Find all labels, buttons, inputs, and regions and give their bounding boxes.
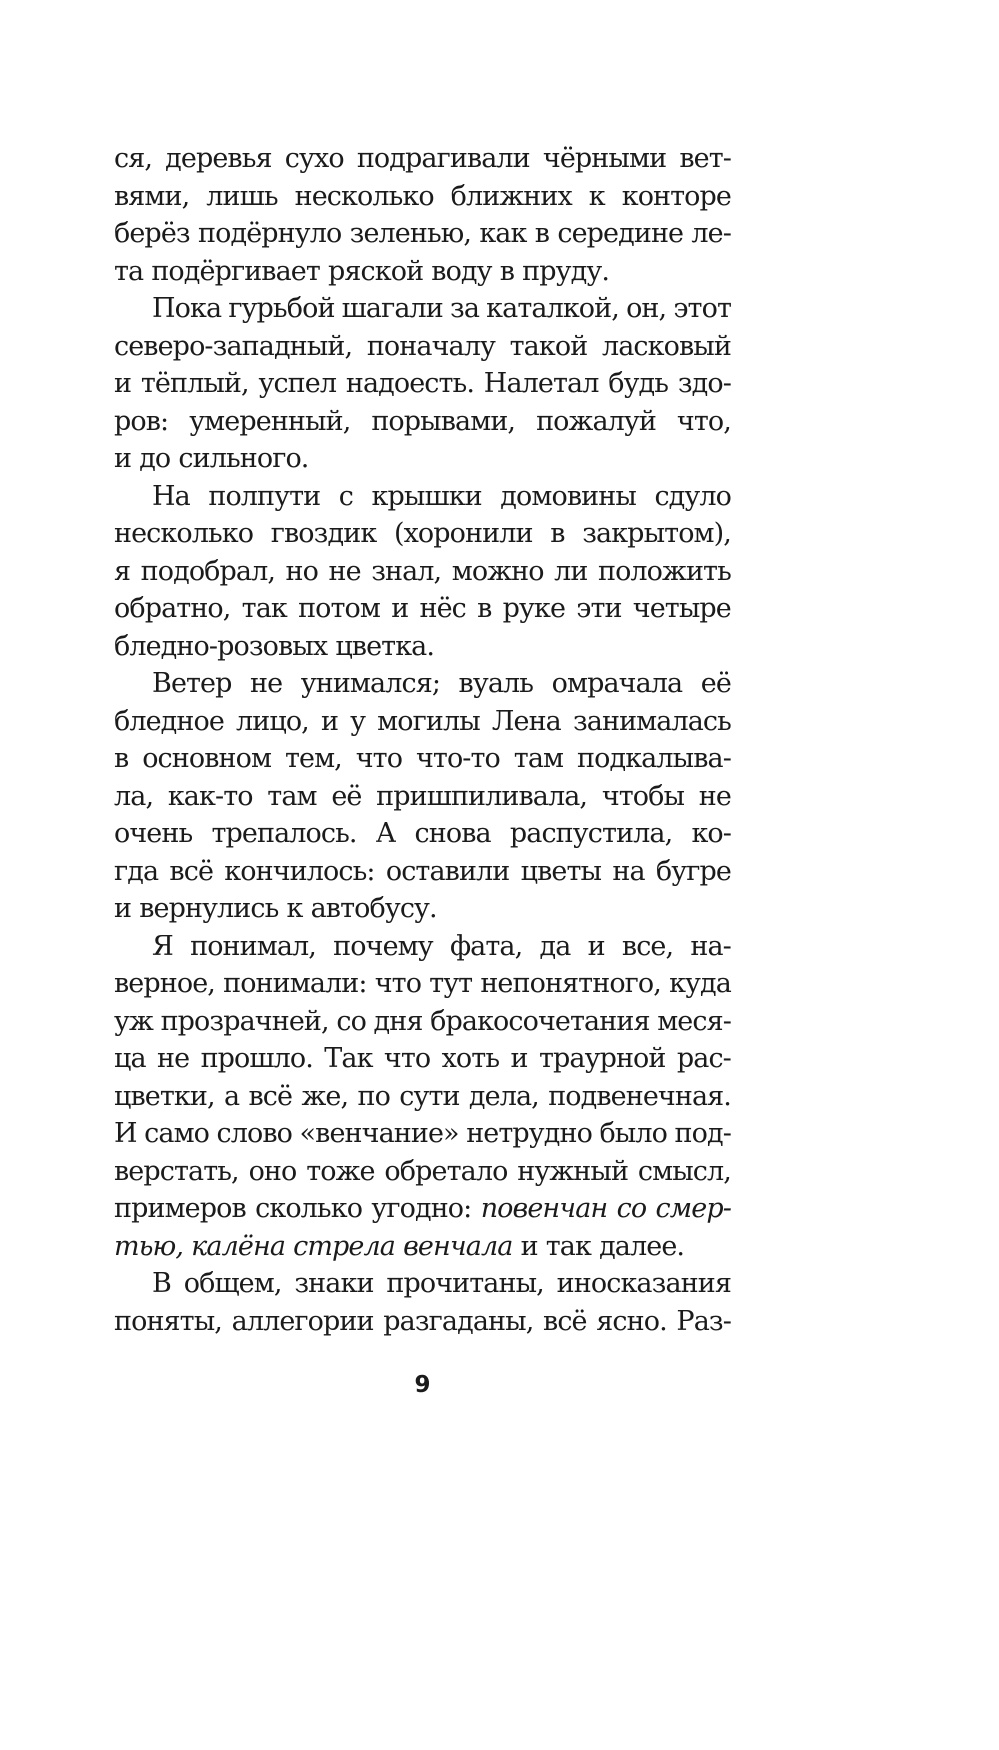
word: было (599, 1118, 668, 1149)
word: основном (142, 743, 272, 774)
word: пруду. (522, 255, 610, 287)
word: там (267, 780, 317, 812)
word: распустила, (509, 818, 673, 849)
text-line (114, 328, 731, 366)
word: вями, (114, 180, 190, 212)
word: у (350, 705, 366, 737)
word: под- (674, 1118, 731, 1149)
word: понимали: (223, 968, 367, 999)
text-line (114, 740, 731, 778)
word: берёз (114, 218, 190, 249)
word: кончилось: (224, 855, 375, 887)
word: ле- (691, 218, 731, 249)
word: как (479, 218, 527, 249)
word: крышки (371, 480, 482, 512)
word: непонятного, (480, 968, 661, 999)
word: что, (676, 405, 731, 437)
word: середине (557, 218, 684, 249)
word: что (374, 968, 422, 999)
word: со (336, 1005, 366, 1037)
italic-word: стрела (293, 1230, 395, 1262)
word: нужный (517, 1155, 629, 1187)
word: все, (621, 930, 674, 962)
word: вет- (679, 143, 731, 174)
word: фата, (449, 930, 523, 962)
word: он, (626, 293, 667, 324)
word: и (391, 593, 409, 624)
word: по (357, 1080, 390, 1112)
word: ко- (691, 818, 731, 849)
word: автобусу. (310, 893, 437, 924)
word: так (241, 593, 287, 624)
word: потом (298, 593, 381, 624)
word: успел (258, 368, 337, 399)
word: до (139, 443, 171, 474)
word: несколько (114, 518, 254, 549)
word: деревья (165, 143, 272, 174)
word: подвенечная. (548, 1080, 731, 1112)
word: верстать, (114, 1155, 239, 1187)
word: полпути (208, 480, 321, 512)
word: к (286, 893, 303, 924)
word: само (144, 1118, 210, 1149)
word: занималась (572, 705, 731, 737)
word: каталкой, (486, 293, 619, 324)
word: закрытом), (582, 518, 731, 549)
word: пришпиливала, (376, 780, 588, 812)
word: можно (451, 555, 544, 587)
word: Ветер (152, 668, 232, 699)
word: обратно, (114, 593, 231, 624)
word: шагали (341, 293, 443, 324)
word: меся- (657, 1005, 731, 1037)
word: всё (543, 1305, 587, 1337)
word: ца (114, 1043, 146, 1074)
word: и (114, 893, 132, 924)
word: вуаль (458, 668, 534, 699)
text-line (114, 665, 731, 703)
word: аллегории (231, 1305, 374, 1337)
word: слово (216, 1118, 293, 1149)
word: знал, (371, 555, 442, 587)
word: конторе (621, 180, 731, 212)
word: в (550, 518, 565, 549)
italic-word: со (616, 1193, 647, 1224)
word: и (114, 368, 132, 399)
word: та (114, 255, 144, 287)
word: что-то (415, 743, 500, 774)
word: так (545, 1230, 591, 1262)
word: подобрал, (140, 555, 276, 587)
word: сколько (255, 1193, 363, 1224)
text-line (114, 1265, 731, 1303)
word: бледное (114, 705, 224, 737)
word: положить (597, 555, 731, 587)
word: сухо (284, 143, 344, 174)
text-line (114, 815, 731, 853)
word: хоть (441, 1043, 500, 1074)
text-line (114, 853, 731, 891)
word: к (588, 180, 605, 212)
text-line (114, 965, 731, 1003)
word: примеров (114, 1193, 246, 1224)
word: всё (169, 855, 214, 887)
word: надоесть. (345, 368, 475, 399)
word: воду (431, 255, 492, 287)
word: четыре (632, 593, 731, 624)
word: домовины (500, 480, 636, 512)
body-text (114, 140, 731, 1340)
word: и (587, 930, 605, 962)
text-line (114, 253, 731, 291)
word: прошло. (200, 1043, 313, 1074)
word: я (114, 555, 131, 587)
word: гурьбой (228, 293, 335, 324)
word: цветки, (114, 1080, 215, 1112)
text-line (114, 928, 731, 966)
word: с (338, 480, 354, 512)
word: общем, (183, 1268, 282, 1299)
word: не (328, 555, 361, 587)
word: почему (333, 930, 433, 962)
word: руке (502, 593, 566, 624)
word: ряской (328, 255, 424, 287)
word: нёс (419, 593, 466, 624)
text-line (114, 628, 731, 666)
word: и (320, 705, 339, 737)
word: подкалыва- (577, 743, 731, 774)
word: в (114, 743, 129, 774)
text-line (114, 778, 731, 816)
word: далее. (599, 1230, 685, 1262)
word: Налетал (483, 368, 599, 399)
word: тем, (284, 743, 342, 774)
word: Я (152, 930, 173, 962)
word: на- (690, 930, 731, 962)
text-line (114, 178, 731, 216)
word: да (539, 930, 571, 962)
word: дня (373, 1005, 423, 1037)
text-line (114, 1153, 731, 1191)
word: не (698, 780, 731, 812)
word: поначалу (366, 330, 495, 362)
word: такой (509, 330, 588, 362)
word: же, (301, 1080, 349, 1112)
word: порывами, (371, 405, 516, 437)
word: траурной (538, 1043, 666, 1074)
word: цветы (520, 855, 602, 887)
text-line (114, 1003, 731, 1041)
text-line (114, 365, 731, 403)
text-line (114, 703, 731, 741)
word: Пока (152, 293, 222, 324)
word: сильного. (178, 443, 309, 474)
word: умеренный, (189, 405, 351, 437)
word: А (375, 818, 396, 849)
word: в (534, 218, 550, 249)
word: ров: (114, 405, 169, 437)
text-line (114, 290, 731, 328)
word: что (383, 1043, 431, 1074)
word: тоже (306, 1155, 375, 1187)
word: вернулись (139, 893, 279, 924)
word: сдуло (654, 480, 731, 512)
word: обретало (384, 1155, 508, 1187)
word: лицо, (236, 705, 309, 737)
italic-word: повенчан (480, 1193, 608, 1224)
word: ли (554, 555, 588, 587)
word: поняты, (114, 1305, 222, 1337)
word: могилы (377, 705, 480, 737)
word: за (450, 293, 480, 324)
text-line (114, 403, 731, 441)
word: разгаданы, (383, 1305, 534, 1337)
word: но (285, 555, 318, 587)
text-line (114, 478, 731, 516)
word: тёплый, (140, 368, 249, 399)
word: (хоронили (393, 518, 533, 549)
word: бледно-розовых (114, 630, 328, 662)
word: как-то (167, 780, 253, 812)
word: рас- (676, 1043, 731, 1074)
word: её (700, 668, 731, 699)
text-line (114, 440, 731, 478)
word: куда (669, 968, 731, 999)
word: эти (576, 593, 622, 624)
word: тут (429, 968, 473, 999)
word: чтобы (601, 780, 685, 812)
word: что (355, 743, 403, 774)
word: подёргивает (151, 255, 320, 287)
word: зеленью, (349, 218, 472, 249)
text-line (114, 515, 731, 553)
page-number: 9 (414, 1372, 431, 1398)
word: ся, (114, 143, 153, 174)
word: этот (673, 293, 731, 324)
word: иносказания (556, 1268, 731, 1299)
word: прочитаны, (386, 1268, 544, 1299)
text-line (114, 1040, 731, 1078)
italic-word: калёна (191, 1230, 286, 1262)
word: верное, (114, 968, 215, 999)
word: подёрнуло (198, 218, 342, 249)
word: её (331, 780, 362, 812)
word: подрагивали (356, 143, 530, 174)
word: и (520, 1230, 538, 1262)
text-line (114, 1190, 731, 1228)
word: бугре (655, 855, 731, 887)
word: несколько (294, 180, 434, 212)
word: на (612, 855, 645, 887)
word: лишь (206, 180, 278, 212)
word: трепалось. (211, 818, 357, 849)
word: омрачала (551, 668, 683, 699)
italic-word: тью, (114, 1230, 184, 1262)
word: уж (114, 1005, 153, 1037)
word: Так (324, 1043, 373, 1074)
text-line (114, 590, 731, 628)
word: «венчание» (299, 1118, 459, 1149)
word: ла, (114, 780, 154, 812)
word: не (250, 668, 283, 699)
word: там (513, 743, 564, 774)
text-line (114, 1115, 731, 1153)
text-line (114, 1078, 731, 1116)
italic-word: смер- (655, 1193, 731, 1224)
word: здо- (677, 368, 731, 399)
word: очень (114, 818, 193, 849)
word: нетрудно (466, 1118, 592, 1149)
word: пожалуй (536, 405, 656, 437)
word: северо-западный, (114, 330, 353, 362)
word: знаки (294, 1268, 374, 1299)
word: бракосочетания (430, 1005, 650, 1037)
italic-word: венчала (403, 1230, 513, 1262)
word: в (499, 255, 515, 287)
word: не (157, 1043, 190, 1074)
text-line (114, 140, 731, 178)
word: чёрными (542, 143, 667, 174)
word: прозрачней, (160, 1005, 329, 1037)
word: и (510, 1043, 528, 1074)
word: унимался; (300, 668, 441, 699)
word: цветка. (335, 630, 435, 662)
word: и (114, 443, 132, 474)
word: оно (248, 1155, 297, 1187)
word: оставили (385, 855, 510, 887)
word: ближних (450, 180, 572, 212)
word: угодно: (371, 1193, 472, 1224)
word: сути (399, 1080, 460, 1112)
word: ясно. (596, 1305, 667, 1337)
text-line (114, 1228, 731, 1266)
word: в (477, 593, 492, 624)
word: Лена (491, 705, 561, 737)
word: гвоздик (270, 518, 377, 549)
word: На (152, 480, 190, 512)
word: И (114, 1118, 137, 1149)
text-line (114, 215, 731, 253)
text-line (114, 890, 731, 928)
word: будь (608, 368, 669, 399)
word: Раз- (676, 1305, 731, 1337)
word: гда (114, 855, 159, 887)
word: а (223, 1080, 240, 1112)
word: В (152, 1268, 171, 1299)
text-line (114, 1303, 731, 1341)
text-line (114, 553, 731, 591)
word: дела, (468, 1080, 539, 1112)
word: смысл, (637, 1155, 731, 1187)
word: всё (248, 1080, 293, 1112)
word: ласковый (601, 330, 731, 362)
word: понимал, (190, 930, 316, 962)
word: снова (414, 818, 491, 849)
